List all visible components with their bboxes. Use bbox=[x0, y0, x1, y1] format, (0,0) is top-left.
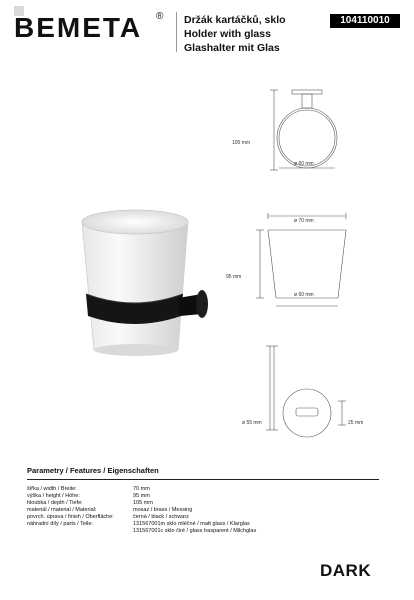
title-de: Glashalter mit Glas bbox=[184, 42, 280, 54]
spec-label: materiál / material / Material: bbox=[27, 507, 97, 513]
spec-value: 70 mm bbox=[133, 486, 150, 492]
product-code: 104110010 bbox=[330, 14, 400, 28]
dim-base-depth: 25 mm bbox=[348, 420, 364, 426]
specs-title: Parametry / Features / Eigenschaften bbox=[27, 466, 159, 475]
spec-label: náhradní díly / parts / Teile: bbox=[27, 521, 93, 527]
title-en: Holder with glass bbox=[184, 28, 271, 40]
series-name: DARK bbox=[320, 561, 372, 580]
dim-bottom-dia: ø 60 mm bbox=[294, 292, 314, 298]
title-cz: Držák kartáčků, sklo bbox=[184, 14, 286, 26]
spec-value: mosaz / brass / Messing bbox=[133, 507, 193, 513]
spec-label: šířka / width / Breite: bbox=[27, 486, 77, 492]
registered-mark: ® bbox=[156, 11, 164, 22]
dim-height-top: 105 mm bbox=[232, 140, 251, 146]
arm-neck bbox=[302, 94, 312, 108]
brand-logo: BEMETA bbox=[14, 12, 143, 43]
spec-value: 105 mm bbox=[133, 500, 153, 506]
specs-divider bbox=[27, 479, 379, 480]
product-image bbox=[68, 190, 218, 370]
base-circle bbox=[283, 389, 331, 437]
spec-value: černá / black / schwarz bbox=[133, 514, 189, 520]
dim-top-dia: ø 70 mm bbox=[294, 218, 314, 224]
spec-value: 131567001m sklo mléčné / matt glass / Klarglas bbox=[133, 521, 250, 527]
dim-base-dia: ø 55 mm bbox=[242, 420, 262, 426]
dim-ring-dia: ø 60 mm bbox=[294, 161, 314, 167]
technical-drawing bbox=[226, 68, 390, 448]
spec-label: povrch. úprava / finish / Oberfläche: bbox=[27, 514, 114, 520]
spec-value: 95 mm bbox=[133, 493, 150, 499]
wall-plate-top bbox=[292, 90, 322, 94]
spec-value: 131567001c sklo čiré / glass trasparent / Milchglas bbox=[133, 528, 257, 534]
spec-label: hloubka / depth / Tiefe: bbox=[27, 500, 83, 506]
ring-outline bbox=[277, 108, 337, 168]
glass-outline bbox=[268, 230, 346, 298]
dim-glass-height: 95 mm bbox=[226, 274, 242, 280]
header-divider bbox=[176, 12, 177, 52]
spec-label: výška / height / Höhe: bbox=[27, 493, 80, 499]
